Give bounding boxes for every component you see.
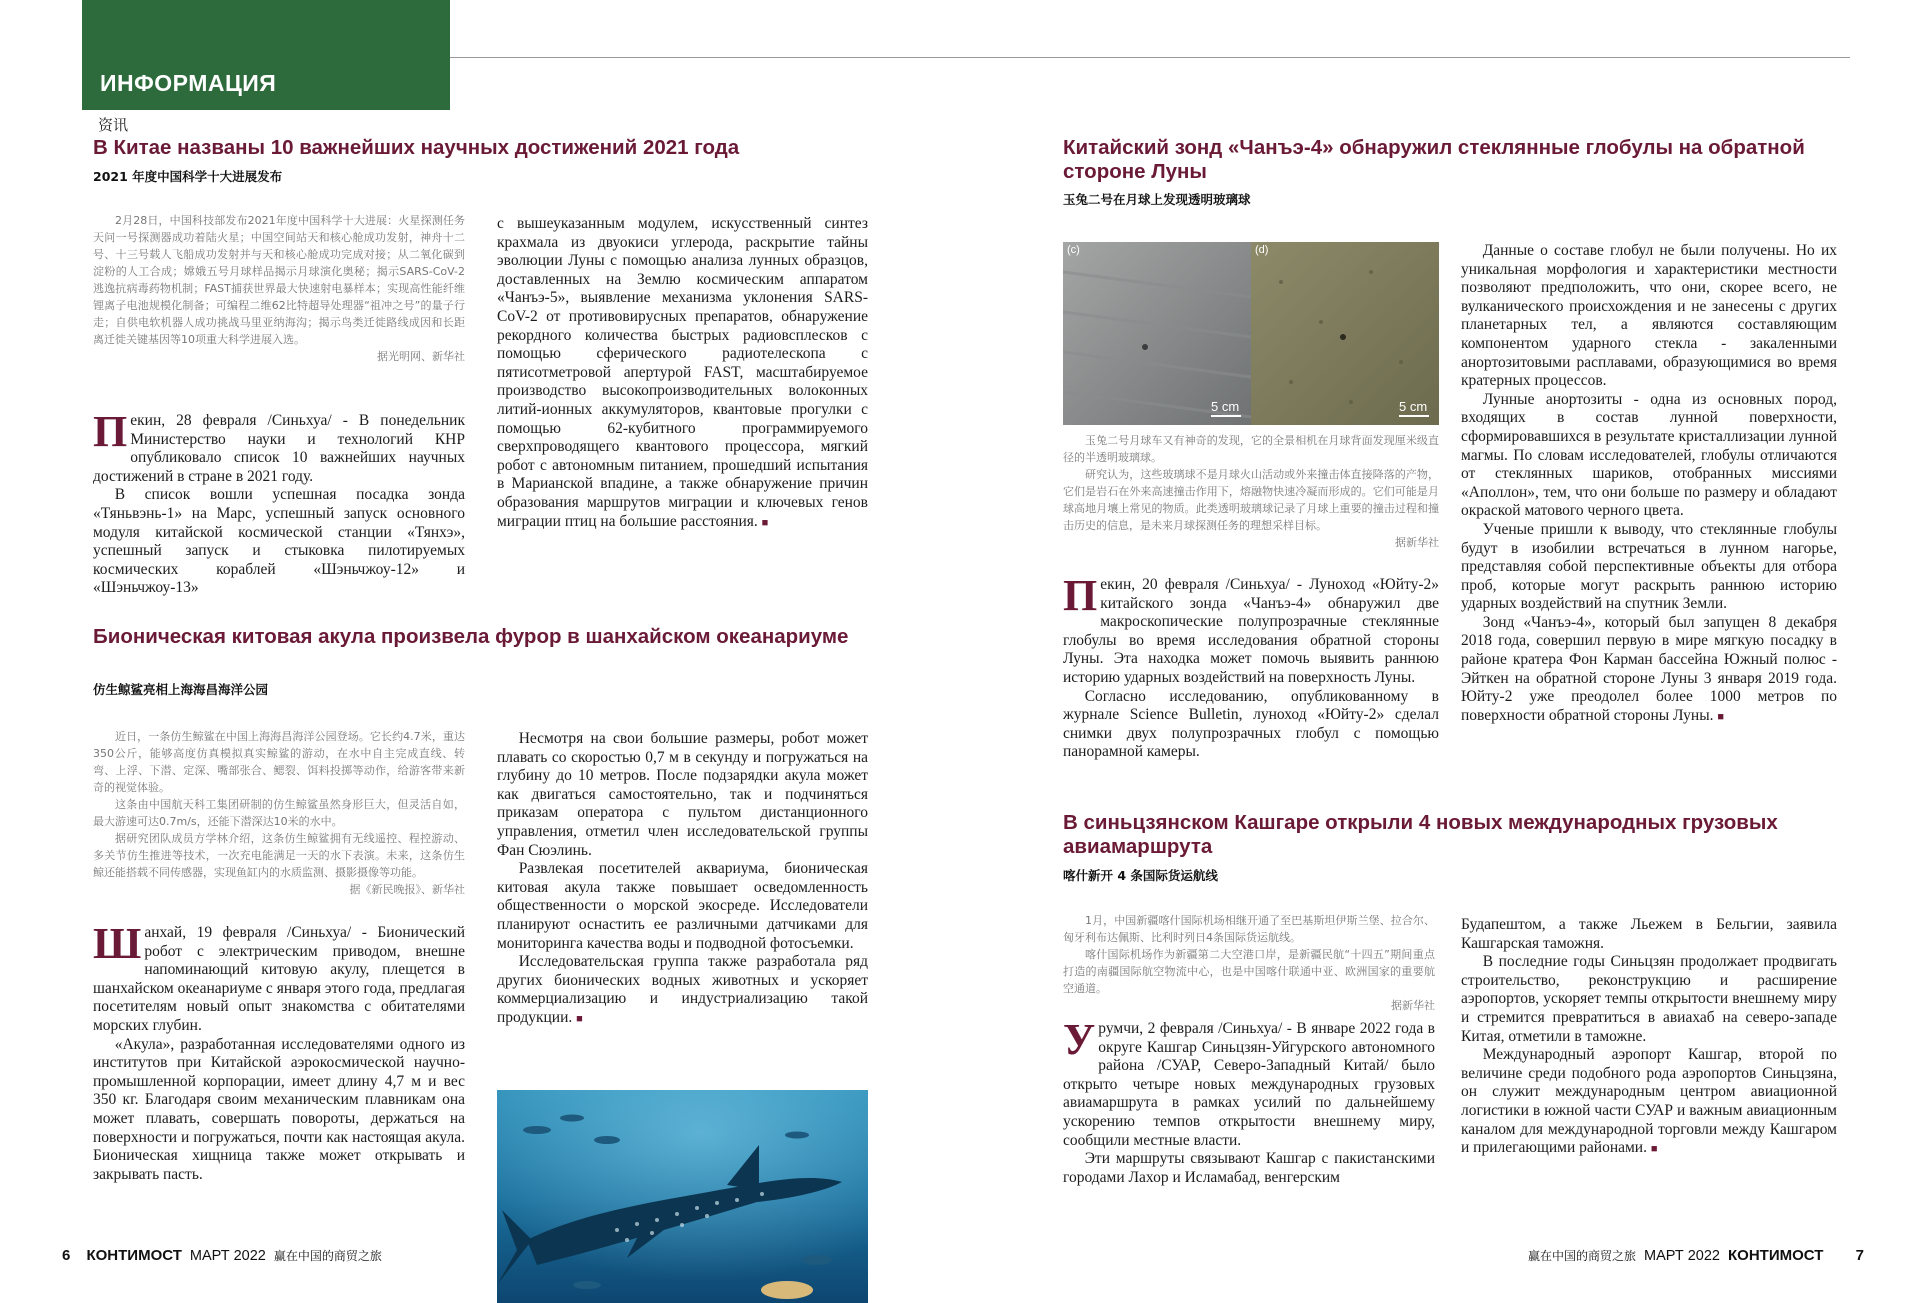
article4-zh-source: 据新华社 xyxy=(1391,999,1435,1012)
right-page-number: 7 xyxy=(1855,1247,1864,1264)
article2-p4: Развлекая посетителей аквариума, бионическая китовая акула также повышает осведомленность общественности о морской экосреде. Исследователи планируют оснастить ее различными датчиками для мониторинга качества воды и подводной фотосъемки. xyxy=(497,860,868,952)
footer-right xyxy=(1528,1247,1864,1264)
scale-bar-c-label: 5 cm xyxy=(1211,399,1240,414)
article4-ru-col1 xyxy=(1063,1015,1435,1187)
article4-zh-text2: 喀什国际机场作为新疆第二大空港口岸，是新疆民航“十四五”期间重点打造的南疆国际航空物流中心，也是中国喀什联通中亚、欧洲国家的重要航空通道。 xyxy=(1063,948,1435,995)
article3-caption1: 玉兔二号月球车又有神奇的发现，它的全景相机在月球背面发现厘米级直径的半透明玻璃球。 xyxy=(1063,434,1439,464)
article4-dropcap: У xyxy=(1063,1015,1096,1064)
article1-ru-col2 xyxy=(497,215,868,532)
article2-ru-col2 xyxy=(497,730,868,1029)
article1-zh-text: 2月28日，中国科技部发布2021年度中国科学十大进展：火星探测任务天问一号探测器成功着陆火星；中国空间站天和核心舱成功发射，神舟十二号、十三号载人飞船成功发射并与天和核心舱成功完成对接；从二氧化碳到淀粉的人工合成；嫦娥五号月球样品揭示月球演化奥秘；揭示SARS-CoV-2逃逸抗病毒药物机制；FAST捕获世界最大快速射电暴样本；实现高性能纤维锂离子电池规模化制备；可编程二维62比特超导处理器“祖冲之号”的量子行走；自供电软机器人成功挑战马里亚纳海沟；揭示鸟类迁徙路线成因和长距离迁徙关键基因等10项重大科学进展入选。 xyxy=(93,214,465,346)
whale-shark-photo xyxy=(497,1090,868,1303)
article2-ru-col1 xyxy=(93,919,465,1184)
article2-p2: «Акула», разработанная исследователями одного из институтов при Китайской аэрокосмической научно-промышленной корпорации, имеет длину 4,7 м и вес 350 кг. Благодаря своим механическим плавникам она может плавать, совершать повороты, держаться на поверхности и погружаться, почти как настоящая акула. Бионическая хищница также может открывать и закрывать пасть. xyxy=(93,1035,465,1183)
article4-p3: Будапештом, а также Льежем в Бельгии, заявила Кашгарская таможня. xyxy=(1461,916,1837,952)
footer-brand-right: КОНТИМОСТ xyxy=(1728,1247,1824,1264)
footer-left xyxy=(62,1247,382,1264)
photo-label-c: (c) xyxy=(1067,244,1080,256)
article4-ru-col2 xyxy=(1461,916,1837,1159)
scale-bar-c xyxy=(1211,399,1241,417)
scale-bar-d-label: 5 cm xyxy=(1399,399,1428,414)
left-page-number: 6 xyxy=(62,1247,71,1264)
article1-p2: В список вошли успешная посадка зонда «Тяньвэнь-1» на Марс, успешный запуск основного модуля китайской космической станции «Тянхэ», успешный запуск и стыковка пилотируемых космических кораблей «Шэньчжоу-12» и «Шэньчжоу-13» xyxy=(93,486,465,597)
article1-subtitle-zh: 2021 年度中国科学十大进展发布 xyxy=(93,169,283,184)
article3-caption2: 研究认为，这些玻璃球不是月球火山活动或外来撞击体直接降落的产物，它们是岩石在外来高速撞击作用下，熔融物快速冷凝而形成的。它们可能是月球高地月壤上常见的物质。此类透明玻璃球记录了月球上重要的撞击过程和撞击历史的信息，是未来月球探测任务的理想采样目标。 xyxy=(1063,468,1439,532)
photo-label-d: (d) xyxy=(1255,244,1269,256)
article3-p1: екин, 20 февраля /Синьхуа/ - Луноход «Юйту-2» китайского зонда «Чанъэ-4» обнаружил две макроскопические полупрозрачные стеклянные глобулы во время исследования обратной стороны Луны. Эта находка может помочь выявить раннюю историю ударных воздействий на поверхность Луны. xyxy=(1063,576,1439,686)
section-header-bar xyxy=(82,0,450,110)
article4-subtitle-zh: 喀什新开 4 条国际货运航线 xyxy=(1063,868,1218,883)
article2-p3: Несмотря на свои большие размеры, робот может плавать со скоростью 0,7 м в секунду и погружаться на глубину до 10 метров. После подзарядки акула может как двигаться самостоятельно, так и подчиняться приказам оператора с пультом дистанционного управления, отметил член исследовательской группы Фан Сюэлинь. xyxy=(497,730,868,859)
article1-dropcap: П xyxy=(93,407,128,456)
moon-surface-photo-d xyxy=(1251,242,1439,425)
footer-slogan-left: 赢在中国的商贸之旅 xyxy=(273,1249,382,1263)
end-mark: ■ xyxy=(576,1012,583,1025)
article4-p2: Эти маршруты связывают Кашгар с пакистанскими городами Лахор и Исламабад, венгерским xyxy=(1063,1150,1435,1186)
header-rule xyxy=(450,57,1850,58)
article2-zh-text3: 据研究团队成员方学林介绍，这条仿生鲸鲨拥有无线遥控、程控游动、多关节仿生推进等技术，一次充电能满足一天的水下表演。未来，这条仿生鲸还能搭载不同传感器，实现鱼缸内的水质监测、摄影摄像等功能。 xyxy=(93,832,465,879)
article3-dropcap: П xyxy=(1063,571,1098,620)
article2-zh-text1: 近日，一条仿生鲸鲨在中国上海海昌海洋公园登场。它长约4.7米，重达350公斤，能够高度仿真模拟真实鲸鲨的游动，在水中自主完成直线、转弯、上浮、下潜、定深、嘴部张合、鳃裂、饵料投掷等动作，给游客带来新奇的视觉体验。 xyxy=(93,730,465,794)
article4-zh-text1: 1月，中国新疆喀什国际机场相继开通了至巴基斯坦伊斯兰堡、拉合尔、匈牙利布达佩斯、比利时列日4条国际货运航线。 xyxy=(1063,914,1435,944)
article3-ru-col2 xyxy=(1461,242,1837,726)
article2-zh-block xyxy=(93,728,465,897)
article2-dropcap: Ш xyxy=(93,919,142,968)
article4-p4: В последние годы Синьцзян продолжает продвигать строительство, реконструкцию и расширение аэропортов, ускоряет темпы открытости внешнему миру и стремится превратиться в авиахаб на северо-западе Китая, отметили в таможне. xyxy=(1461,953,1837,1045)
moon-surface-photo-c xyxy=(1063,242,1251,425)
end-mark: ■ xyxy=(1717,710,1725,723)
article3-p2: Согласно исследованию, опубликованному в журнале Science Bulletin, луноход «Юйту-2» сделал снимки двух полупрозрачных глобул с помощью панорамной камеры. xyxy=(1063,687,1439,761)
article3-title: Китайский зонд «Чанъэ-4» обнаружил стеклянные глобулы на обратной стороне Луны xyxy=(1063,136,1805,183)
article4-zh-block xyxy=(1063,912,1435,1013)
article1-zh-block xyxy=(93,212,465,364)
article1-p1: екин, 28 февраля /Синьхуа/ - В понедельник Министерство науки и технологий КНР опубликовало список 10 важнейших научных достижений в стране в 2021 году. xyxy=(93,412,465,485)
article3-subtitle-zh: 玉兔二号在月球上发现透明玻璃球 xyxy=(1063,192,1251,207)
article1-ru-col1 xyxy=(93,407,465,598)
footer-slogan-right: 赢在中国的商贸之旅 xyxy=(1527,1249,1636,1263)
article3-ru-col1 xyxy=(1063,571,1439,762)
article3-p4: Лунные анортозиты - одна из основных пород, входящих в состав лунной поверхности, сформировавшихся в результате кристаллизации лунной магмы. По словам исследователей, глобулы отличаются от стеклянных шариков, отобранных миссиями «Аполлон», тем, что они больше по размеру и обладают окраской матового черного цвета. xyxy=(1461,390,1837,520)
article4-p1: румчи, 2 февраля /Синьхуа/ - В январе 2022 года в округе Кашгар Синьцзян-Уйгурского автономного района /СУАР, Северо-Западный Китай/ было открыто четыре новых международных грузовых авиамаршрута в рамках усилий по дальнейшему ускорению темпов открытости внешнему миру, сообщили местные власти. xyxy=(1063,1020,1435,1149)
article2-subtitle-zh: 仿生鲸鲨亮相上海海昌海洋公园 xyxy=(93,682,269,697)
article4-p5: Международный аэропорт Кашгар, второй по величине среди подобного рода аэропортов Синьцзяна, он служит международным центром авиационной логистики в южной части СУАР и важным авиационным каналом для международной торговли между Кашгаром и прилегающими районами. xyxy=(1461,1046,1837,1157)
article2-zh-source: 据《新民晚报》、新华社 xyxy=(349,883,465,896)
article3-p3: Данные о составе глобул не были получены. Но их уникальная морфология и характеристики местности позволяют предположить, что они, скорее всего, не вулканического происхождения и не занесены с других планетарных тел, а являются составляющим компонентом ударного стекла - закаленными анортозитовыми расплавами, образующимися во время кратерных процессов. xyxy=(1461,242,1837,390)
footer-brand-left: КОНТИМОСТ xyxy=(86,1247,182,1264)
footer-issue-left: МАРТ 2022 xyxy=(189,1248,266,1264)
article1-title: В Китае названы 10 важнейших научных достижений 2021 года xyxy=(93,136,740,159)
end-mark: ■ xyxy=(761,516,769,529)
article2-p5: Исследовательская группа также разработала ряд других бионических водных животных и ускоряет коммерциализацию и индустриализацию такой продукции. xyxy=(497,953,868,1026)
section-title: ИНФОРМАЦИЯ xyxy=(100,70,277,96)
article1-zh-source: 据光明网、新华社 xyxy=(377,350,465,363)
article3-zh-source: 据新华社 xyxy=(1395,536,1439,549)
article2-zh-text2: 这条由中国航天科工集团研制的仿生鲸鲨虽然身形巨大，但灵活自如，最大游速可达0.7m/s，还能下潜深达10米的水中。 xyxy=(93,798,465,828)
scale-bar-d xyxy=(1399,399,1429,417)
article4-title: В синьцзянском Кашгаре открыли 4 новых международных грузовых авиамаршрута xyxy=(1063,811,1778,858)
end-mark: ■ xyxy=(1650,1143,1658,1156)
article3-caption xyxy=(1063,432,1439,550)
section-subtitle-zh: 资讯 xyxy=(98,116,129,134)
footer-issue-right: МАРТ 2022 xyxy=(1644,1248,1720,1264)
article3-p5: Ученые пришли к выводу, что стеклянные глобулы будут в изобилии встречаться в лунном нагорье, представляя собой перспективные объекты для отбора проб, которые могут раскрыть раннюю историю ударных воздействий на спутник Земли. xyxy=(1461,520,1837,613)
article1-p3: с вышеуказанным модулем, искусственный синтез крахмала из двуокиси углерода, раскрытие тайны эволюции Луны с помощью анализа лунных образцов, доставленных на Землю космическим аппаратом «Чанъэ-5», выявление механизма уклонения SARS-CoV-2 от противовирусных препаратов, обнаружение рекордного количества быстрых радиовсплесков с помощью сферического радиотелескопа с пятисотметровой апертурой FAST, масштабируемое производство высокопроизводительных волоконных литий-ионных аккумуляторов, квантовые прогулки с помощью 62-кубитного программируемого сверхпроводящего квантового процессора, мягкий робот с автономным питанием, прошедший испытания в Марианской впадине, а также обнаружение причин образования маршрутов миграции и ключевых генов миграции птиц на большие расстояния. xyxy=(497,215,868,530)
article2-p1: анхай, 19 февраля /Синьхуа/ - Бионический робот с электрическим приводом, внешне напоминающий китовую акулу, плещется в шанхайском океанариуме с января этого года, предлагая посетителям новый опыт знакомства с обитателями морских глубин. xyxy=(93,924,465,1034)
article2-title: Бионическая китовая акула произвела фурор в шанхайском океанариуме xyxy=(93,625,849,648)
article3-p6: Зонд «Чанъэ-4», который был запущен 8 декабря 2018 года, совершил первую в мире мягкую посадку в районе кратера Фон Карман бассейна Южный полюс - Эйткен на обратной стороне Луны 3 января 2019 года. Юйту-2 уже преодолел более 1000 метров по поверхности обратной стороны Луны. xyxy=(1461,613,1837,724)
